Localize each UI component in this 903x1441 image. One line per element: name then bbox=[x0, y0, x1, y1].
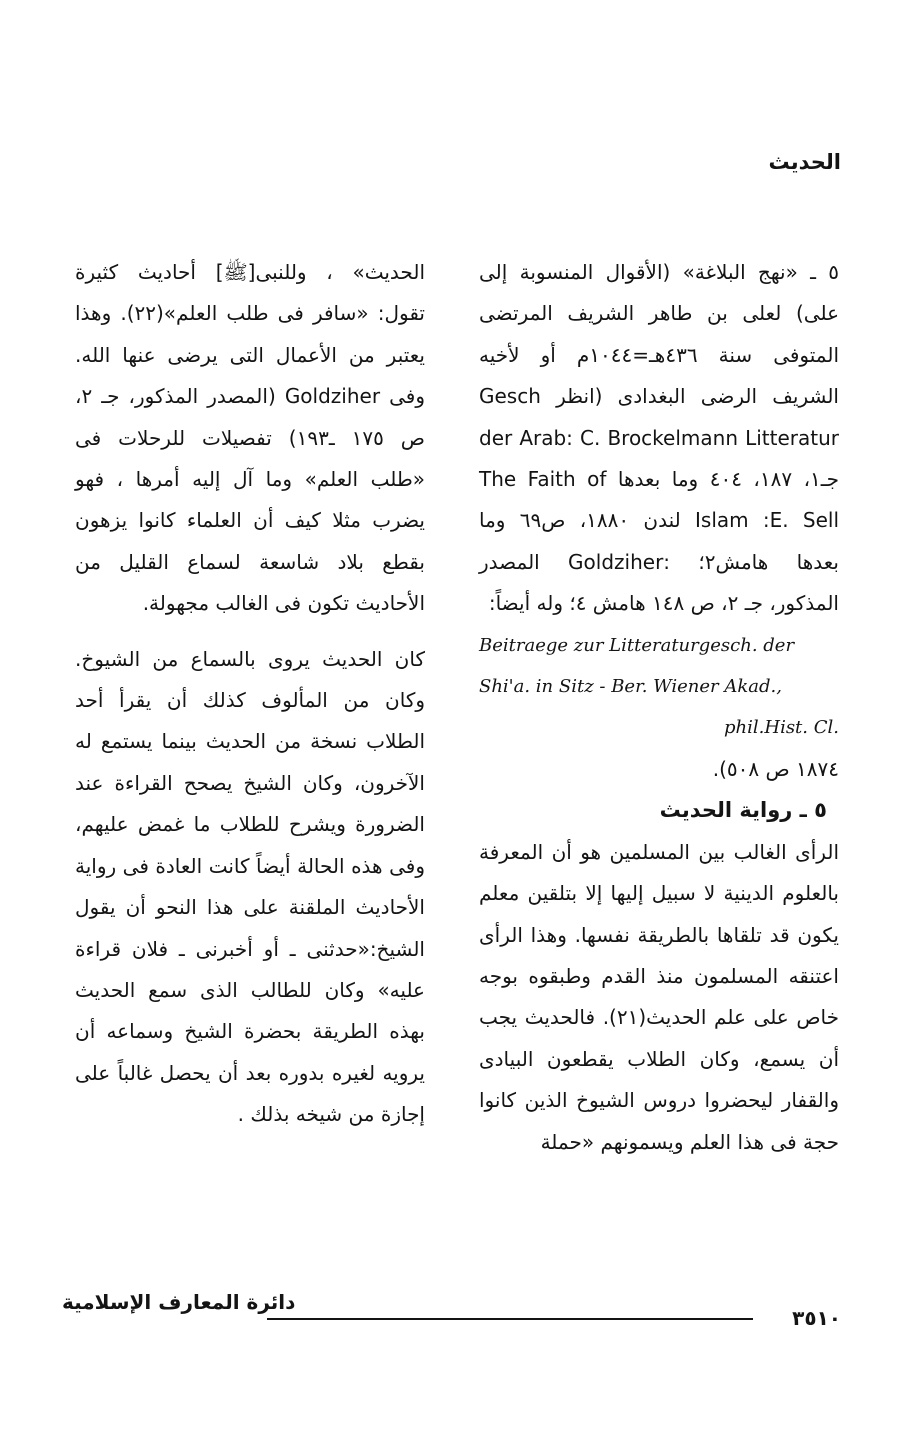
running-head: الحديث bbox=[768, 150, 841, 174]
section-heading: ٥ ـ رواية الحديث bbox=[659, 798, 827, 823]
page-footer bbox=[62, 1282, 841, 1342]
footnote-latin-reference: Beitraege zur Litteraturgesch. der Shi'a. in Sitz - Ber. Wiener Akad., phil.Hist. Cl. bbox=[479, 634, 839, 739]
footnote-intro: ٥ ـ «نهج البلاغة» (الأقوال المنسوبة إلى على) لعلى بن طاهر الشريف المرتضى المتوفى سنة ٤٣٦هـ=١٠٤٤م أو لأخيه الشريف الرضى البغدادى (انظر Gesch der Arab: C. Brockelmann Litteratur جـ١، ١٨٧، ٤٠٤ وما بعدها The Faith of Islam :E. Sell لندن ١٨٨٠، ص٦٩ وما بعدها هامش٢؛ :Goldziher المصدر المذكور، جـ ٢، ص ١٤٨ هامش ٤؛ وله أيضاً: bbox=[479, 260, 840, 616]
body-paragraph-1: الحديث» ، وللنبى[ﷺ] أحاديث كثيرة تقول: «سافر فى طلب العلم»(٢٢). وهذا يعتبر من الأعمال التى يرضى عنها الله. وفى Goldziher (المصدر المذكور، جـ ٢، ص ١٧٥ ـ١٩٣) تفصيلات للرحلات فى «طلب العلم» وما آل إليه أمرها ، فهو يضرب مثلا كيف أن العلماء كانوا يزهون بقطع بلاد شاسعة لسماع القليل من الأحاديث تكون فى الغالب مجهولة. bbox=[75, 260, 426, 616]
footer-divider bbox=[267, 1318, 753, 1320]
body-paragraph-2: كان الحديث يروى بالسماع من الشيوخ. وكان من المألوف كذلك أن يقرأ أحد الطلاب نسخة من الحديث بينما يستمع له الآخرون، وكان الشيخ يصحح القراءة عند الضرورة ويشرح للطلاب ما غمض عليهم، وفى هذه الحالة أيضاً كانت العادة فى رواية الأحاديث الملقنة على هذا النحو أن يقول الشيخ:«حدثنى ـ أو أخبرنى ـ فلان قراءة عليه» وكان للطالب الذى سمع الحديث بهذه الطريقة بحضرة الشيخ وسماعه أن يرويه لغيره بدوره بعد أن يحصل غالباً على إجازة من شيخه بذلك . bbox=[75, 646, 425, 1127]
left-column bbox=[75, 252, 425, 1136]
right-column bbox=[479, 252, 839, 1163]
section-body-paragraph: الرأى الغالب بين المسلمين هو أن المعرفة بالعلوم الدينية لا سبيل إليها إلا بتلقين معلم يكون قد تلقاها بالطريقة نفسها. وهذا الرأى اعتنقه المسلمون منذ القدم وطبقوه بوجه خاص على علم الحديث(٢١). فالحديث يجب أن يسمع، وكان الطلاب يقطعون البيادى والقفار ليحضروا دروس الشيوخ الذين كانوا حجة فى هذا العلم ويسمونهم «حملة bbox=[479, 839, 839, 1154]
footnote-end: ١٨٧٤ ص ٥٠٨). bbox=[712, 756, 839, 781]
page-number: ٣٥١٠ bbox=[792, 1306, 841, 1330]
publication-title: دائرة المعارف الإسلامية bbox=[62, 1290, 296, 1314]
